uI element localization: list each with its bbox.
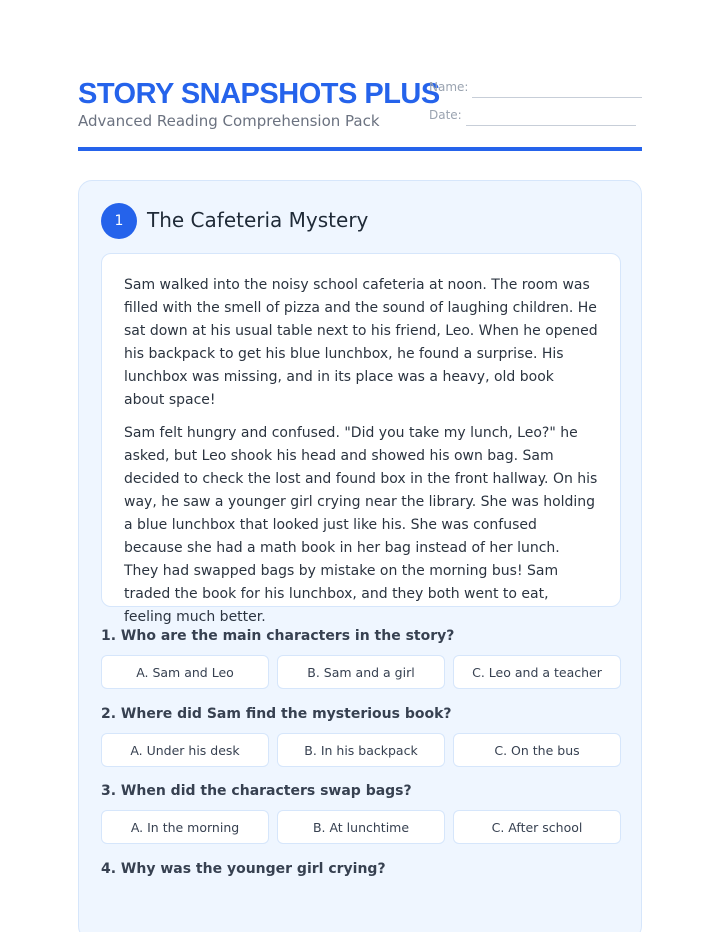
- passage-paragraph: Sam felt hungry and confused. "Did you take my lunch, Leo?" he asked, but Leo shook his head and showed his own bag. Sam decided to check the lost and found box in the front hallway. On his way, he saw a younger girl crying near the library. She was holding a blue lunchbox that looked just like his. She was confused because she had a math book in her bag instead of her lunch. They had swapped bags by mistake on the morning bus! Sam traded the book for his lunchbox, and they both went to eat, feeling much better.: [124, 425, 598, 625]
- question-2: 2. Where did Sam find the mysterious book?: [101, 706, 452, 722]
- worksheet-subtitle: Advanced Reading Comprehension Pack: [78, 112, 380, 130]
- worksheet-title: STORY SNAPSHOTS PLUS: [78, 78, 440, 110]
- name-label: Name:: [429, 80, 469, 94]
- choice-3c[interactable]: C. After school: [453, 810, 621, 844]
- worksheet-header: [78, 78, 642, 152]
- header-divider: [78, 147, 642, 151]
- choice-1b[interactable]: B. Sam and a girl: [277, 655, 445, 689]
- choice-3a[interactable]: A. In the morning: [101, 810, 269, 844]
- question-2-choices: [101, 733, 621, 767]
- story-title: The Cafeteria Mystery: [147, 208, 369, 232]
- choice-1a[interactable]: A. Sam and Leo: [101, 655, 269, 689]
- choice-2a[interactable]: A. Under his desk: [101, 733, 269, 767]
- date-label: Date:: [429, 108, 462, 122]
- choice-2b[interactable]: B. In his backpack: [277, 733, 445, 767]
- question-3: 3. When did the characters swap bags?: [101, 783, 412, 799]
- date-line[interactable]: [466, 125, 636, 126]
- story-number-badge: 1: [101, 203, 137, 239]
- question-3-choices: [101, 810, 621, 844]
- choice-1c[interactable]: C. Leo and a teacher: [453, 655, 621, 689]
- choice-2c[interactable]: C. On the bus: [453, 733, 621, 767]
- question-4: 4. Why was the younger girl crying?: [101, 861, 386, 877]
- story-card: [78, 180, 642, 932]
- passage-paragraph: Sam walked into the noisy school cafeteria at noon. The room was filled with the smell of pizza and the sound of laughing children. He sat down at his usual table next to his friend, Leo. When he opened his backpack to get his blue lunchbox, he found a surprise. His lunchbox was missing, and in its place was a heavy, old book about space!: [124, 277, 598, 408]
- story-passage: [101, 253, 621, 625]
- question-1: 1. Who are the main characters in the story?: [101, 628, 455, 644]
- name-line[interactable]: [472, 97, 642, 98]
- choice-3b[interactable]: B. At lunchtime: [277, 810, 445, 844]
- question-1-choices: [101, 655, 621, 689]
